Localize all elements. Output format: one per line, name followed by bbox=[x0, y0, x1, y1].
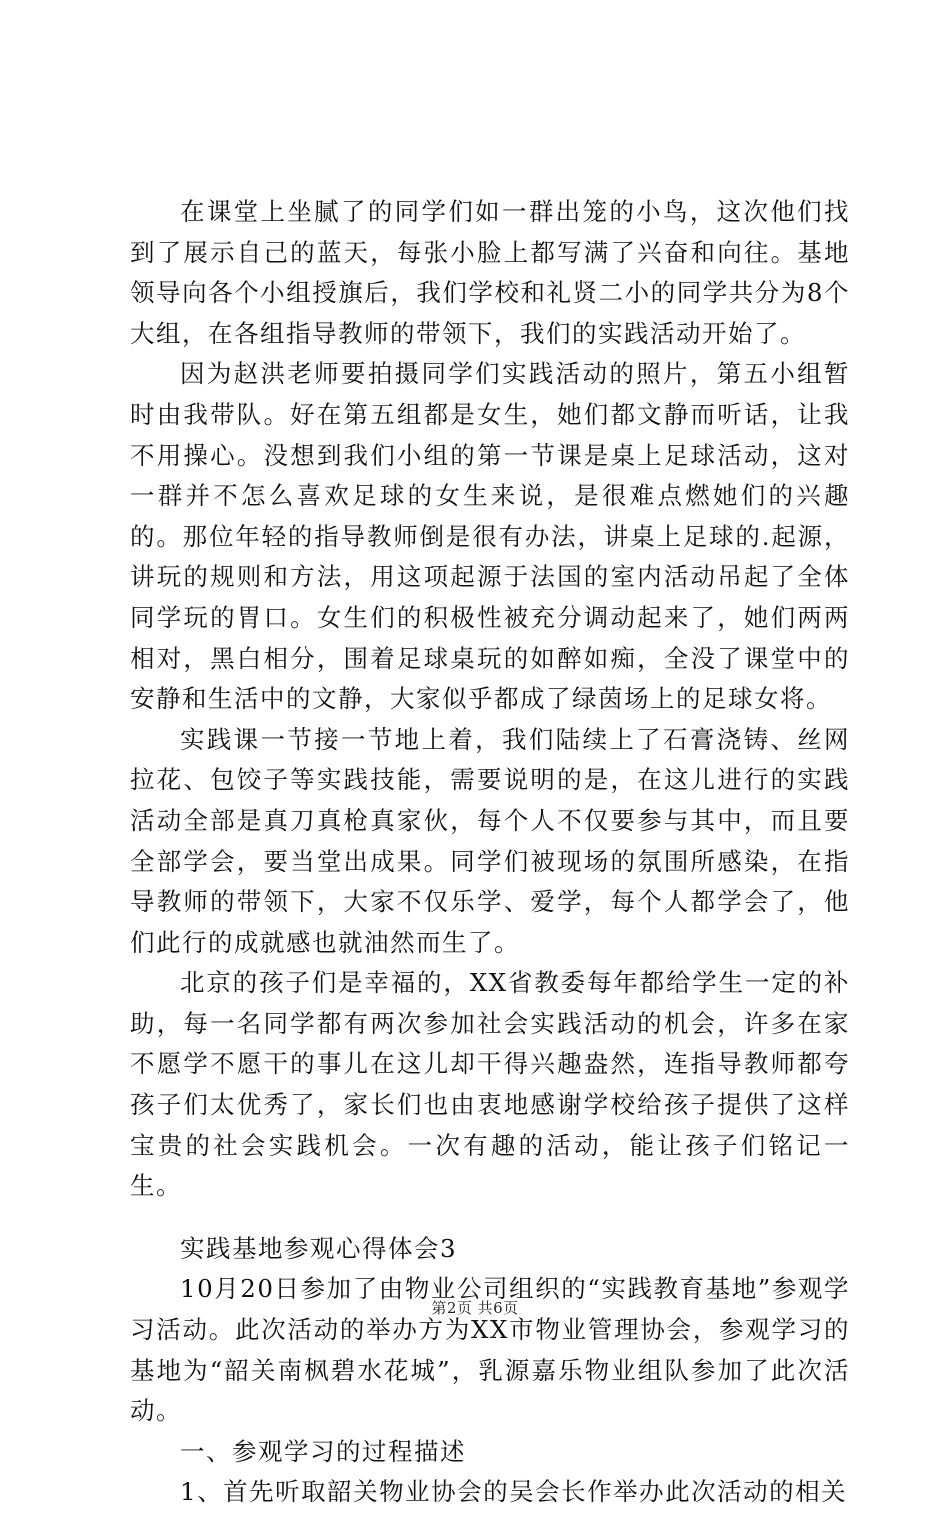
section-title: 实践基地参观心得体会3 bbox=[180, 1233, 458, 1263]
section-paragraph-1: 10月20日参加了由物业公司组织的“实践教育基地”参观学习活动。此次活动的举办方为XX市物业管理协会，参观学习的基地为“韶关南枫碧水花城”，乳源嘉乐物业组队参加了此次活动。 bbox=[130, 1274, 850, 1426]
body-paragraph-1: 在课堂上坐腻了的同学们如一群出笼的小鸟，这次他们找到了展示自己的蓝天，每张小脸上都写满了兴奋和向往。基地领导向各个小组授旗后，我们学校和礼贤二小的同学共分为8个大组，在各组指导教师的带领下，我们的实践活动开始了。 bbox=[130, 197, 850, 348]
body-paragraph-2: 因为赵洪老师要拍摄同学们实践活动的照片，第五小组暂时由我带队。好在第五组都是女生，她们都文静而听话，让我不用操心。没想到我们小组的第一节课是桌上足球活动，这对一群并不怎么喜欢足球的女生来说，是很难点燃她们的兴趣的。那位年轻的指导教师倒是很有办法，讲桌上足球的.起源，讲玩的规则和方法，用这项起源于法国的室内活动吊起了全体同学玩的胃口。女生们的积极性被充分调动起来了，她们两两相对，黑白相分，围着足球桌玩的如醉如痴，全没了课堂中的安静和生活中的文静，大家似乎都成了绿茵场上的足球女将。 bbox=[130, 359, 850, 714]
page-footer: 第2页 共6页 bbox=[431, 1299, 519, 1317]
section-paragraph-2: 1、首先听取韶关物业协会的吴会长作举办此次活动的相关 bbox=[180, 1477, 848, 1507]
body-paragraph-3: 实践课一节接一节地上着，我们陆续上了石膏浇铸、丝网拉花、包饺子等实践技能，需要说明的是，在这儿进行的实践活动全部是真刀真枪真家伙，每个人不仅要参与其中，而且要全部学会，要当堂出成果。同学们被现场的氛围所感染，在指导教师的带领下，大家不仅乐学、爱学，每个人都学会了，他们此行的成就感也就油然而生了。 bbox=[130, 724, 850, 957]
body-paragraph-4: 北京的孩子们是幸福的，XX省教委每年都给学生一定的补助，每一名同学都有两次参加社会实践活动的机会，许多在家不愿学不愿干的事儿在这儿却干得兴趣盎然，连指导教师都夸孩子们太优秀了，家长们也由衷地感谢学校给孩子提供了这样宝贵的社会实践机会。一次有趣的活动，能让孩子们铭记一生。 bbox=[130, 968, 850, 1201]
section-subheading: 一、参观学习的过程描述 bbox=[180, 1436, 466, 1466]
